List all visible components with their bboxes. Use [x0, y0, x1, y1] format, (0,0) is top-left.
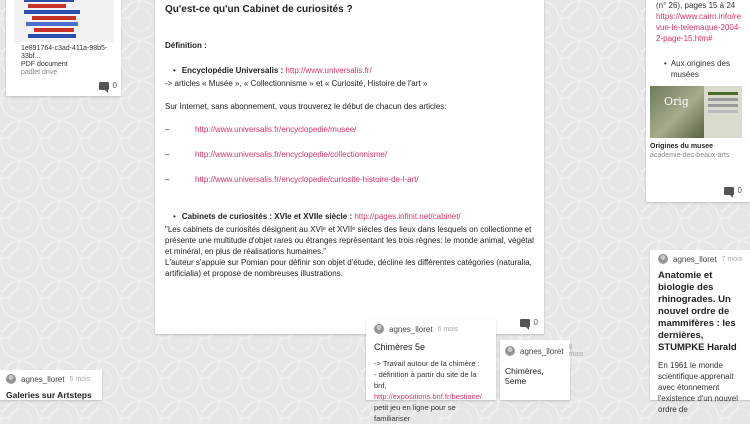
pdf-thumbnail-bar: [32, 16, 76, 20]
definition-label: Définition :: [165, 41, 207, 50]
reference-text: [646, 0, 750, 80]
preview-overlay-text: Orig: [664, 95, 689, 108]
dash: –: [165, 175, 170, 184]
cairn-link[interactable]: https://www.cairn.info/revue-le-telemaque-2004-2-page-15.htm#: [656, 12, 741, 43]
pdf-source: padlet drive: [21, 69, 58, 76]
post-author: [374, 324, 488, 334]
post-card-origines-musees[interactable]: [646, 0, 750, 202]
pdf-filename: 1e891764-c3ad-411a-98b5-33bf...: [21, 45, 108, 60]
post-time: 6 mois: [437, 325, 459, 333]
universalis-label: Encyclopédie Universalis :: [181, 66, 284, 75]
comment-count: 0: [112, 81, 117, 90]
comment-button[interactable]: [99, 81, 117, 90]
universalis-bullet: [165, 65, 534, 76]
pdf-thumbnail-bar: [28, 34, 76, 38]
avatar: [658, 254, 668, 264]
body-line: - définition à partir du site de la bnf,: [374, 370, 477, 390]
pdf-meta: [21, 45, 121, 77]
preview-title: Origines du musee: [650, 143, 714, 150]
link-preview-image[interactable]: [650, 86, 742, 138]
post-card-galeries[interactable]: [0, 370, 102, 400]
comment-count: 0: [737, 186, 742, 195]
cabinets-label: Cabinets de curiosités : XVIe et XVIIe siècle :: [181, 212, 353, 221]
post-title: Anatomie et biologie des rhinogrades. Un nouvel ordre de mammifères : les dernières, STUMPKE Harald: [658, 270, 737, 353]
post-card-anatomie[interactable]: [650, 250, 750, 414]
cabinets-bullet: [165, 211, 534, 222]
link-preview-caption[interactable]: [646, 138, 750, 160]
post-card-chimeres-5eme[interactable]: [500, 340, 584, 400]
origines-bullet: • Aux origines des musées: [656, 58, 744, 80]
link-row: [165, 149, 534, 160]
body-line: -> Travail autour de la chimère :: [374, 359, 480, 368]
pdf-thumbnail-bar: [34, 28, 74, 32]
comment-button[interactable]: [520, 317, 538, 328]
post-author: [505, 344, 584, 358]
dash: –: [165, 150, 170, 159]
reference-line: (n° 26), pages 15 à 24: [656, 1, 736, 10]
link-row: [165, 174, 534, 185]
pdf-type: PDF document: [21, 61, 68, 68]
avatar: [505, 346, 515, 356]
bnf-link[interactable]: http://expositions.bnf.fr/bestiaire/: [374, 392, 482, 401]
post-body: En 1961 le monde scientifique apprenait avec étonnement l'existence d'un nouvel ordre de: [658, 361, 738, 414]
universalis-link[interactable]: http://www.universalis.fr/: [285, 66, 372, 75]
preview-sidebar: [704, 86, 742, 138]
comment-button[interactable]: [724, 185, 742, 196]
author-text: L'auteur s'appuie sur Pomian pour définir son objet d'étude, décline les différentes catégories (naturalia, artificialia) et propose de nombreuses illustrations.: [165, 258, 532, 278]
body-line: petit jeu en ligne pour se familiariser: [374, 403, 456, 423]
author-name: agnes_lloret: [21, 374, 65, 384]
pdf-attachment-card[interactable]: [6, 0, 121, 96]
post-time: 6 mois: [69, 375, 91, 383]
post-title: Chimères 5e: [374, 342, 426, 352]
pdf-thumbnail-bar: [24, 10, 80, 14]
author-name: agnes_lloret: [389, 324, 433, 334]
post-time: 7 mois: [721, 255, 743, 263]
link-collectionnisme[interactable]: http://www.universalis.fr/encyclopedie/collectionnisme/: [195, 150, 388, 159]
avatar: [6, 374, 16, 384]
author-name: agnes_lloret: [520, 346, 564, 356]
post-title: Qu'est-ce qu'un Cabinet de curiosités ?: [165, 4, 353, 15]
comment-count: 0: [533, 318, 538, 327]
quote-text: "Les cabinets de curiosités désignent au XVIᵉ et XVIIᵉ siècles des lieux dans lesquels on collectionne et présente une multitude d'objet rares ou étranges représentant les trois règnes: le monde animal, végétal et minéral, en plus de réalisations humaines.": [165, 225, 534, 256]
cabinets-link[interactable]: http://pages.infinit.net/cabinet/: [354, 212, 461, 221]
post-author: [658, 254, 744, 264]
pdf-thumbnail-bar: [28, 4, 66, 8]
bullet-text: Aux origines des musées: [670, 59, 730, 79]
comment-icon: [99, 82, 109, 90]
link-row: [165, 124, 534, 135]
internet-line: Sur Internet, sans abonnement, vous trouverez le début de chacun des articles:: [165, 102, 447, 111]
articles-line: -> articles « Musée », « Collectionnisme » et « Curiosité, Histoire de l'art »: [165, 79, 428, 88]
post-time: 6 mois: [568, 344, 584, 358]
avatar: [374, 324, 384, 334]
post-title: Galeries sur Artsteps: [6, 390, 92, 400]
post-body: [374, 358, 488, 424]
dash: –: [165, 125, 170, 134]
pdf-thumbnail-bar: [26, 22, 78, 26]
comment-icon: [724, 187, 734, 195]
pdf-thumbnail[interactable]: [14, 0, 114, 42]
post-author: [6, 374, 96, 384]
author-name: agnes_lloret: [673, 254, 717, 264]
post-title: Chimères, 5eme: [505, 366, 544, 386]
link-musee[interactable]: http://www.universalis.fr/encyclopedie/musee/: [195, 125, 357, 134]
comment-icon: [520, 319, 530, 327]
preview-source: academie-des-beaux-arts: [650, 152, 730, 159]
post-card-cabinet-curiosites[interactable]: [155, 0, 544, 334]
post-card-chimeres-5e[interactable]: [366, 320, 496, 423]
link-curiosite[interactable]: http://www.universalis.fr/encyclopedie/curiosite-histoire-de-l-art/: [195, 175, 419, 184]
pdf-thumbnail-bar: [24, 0, 74, 2]
